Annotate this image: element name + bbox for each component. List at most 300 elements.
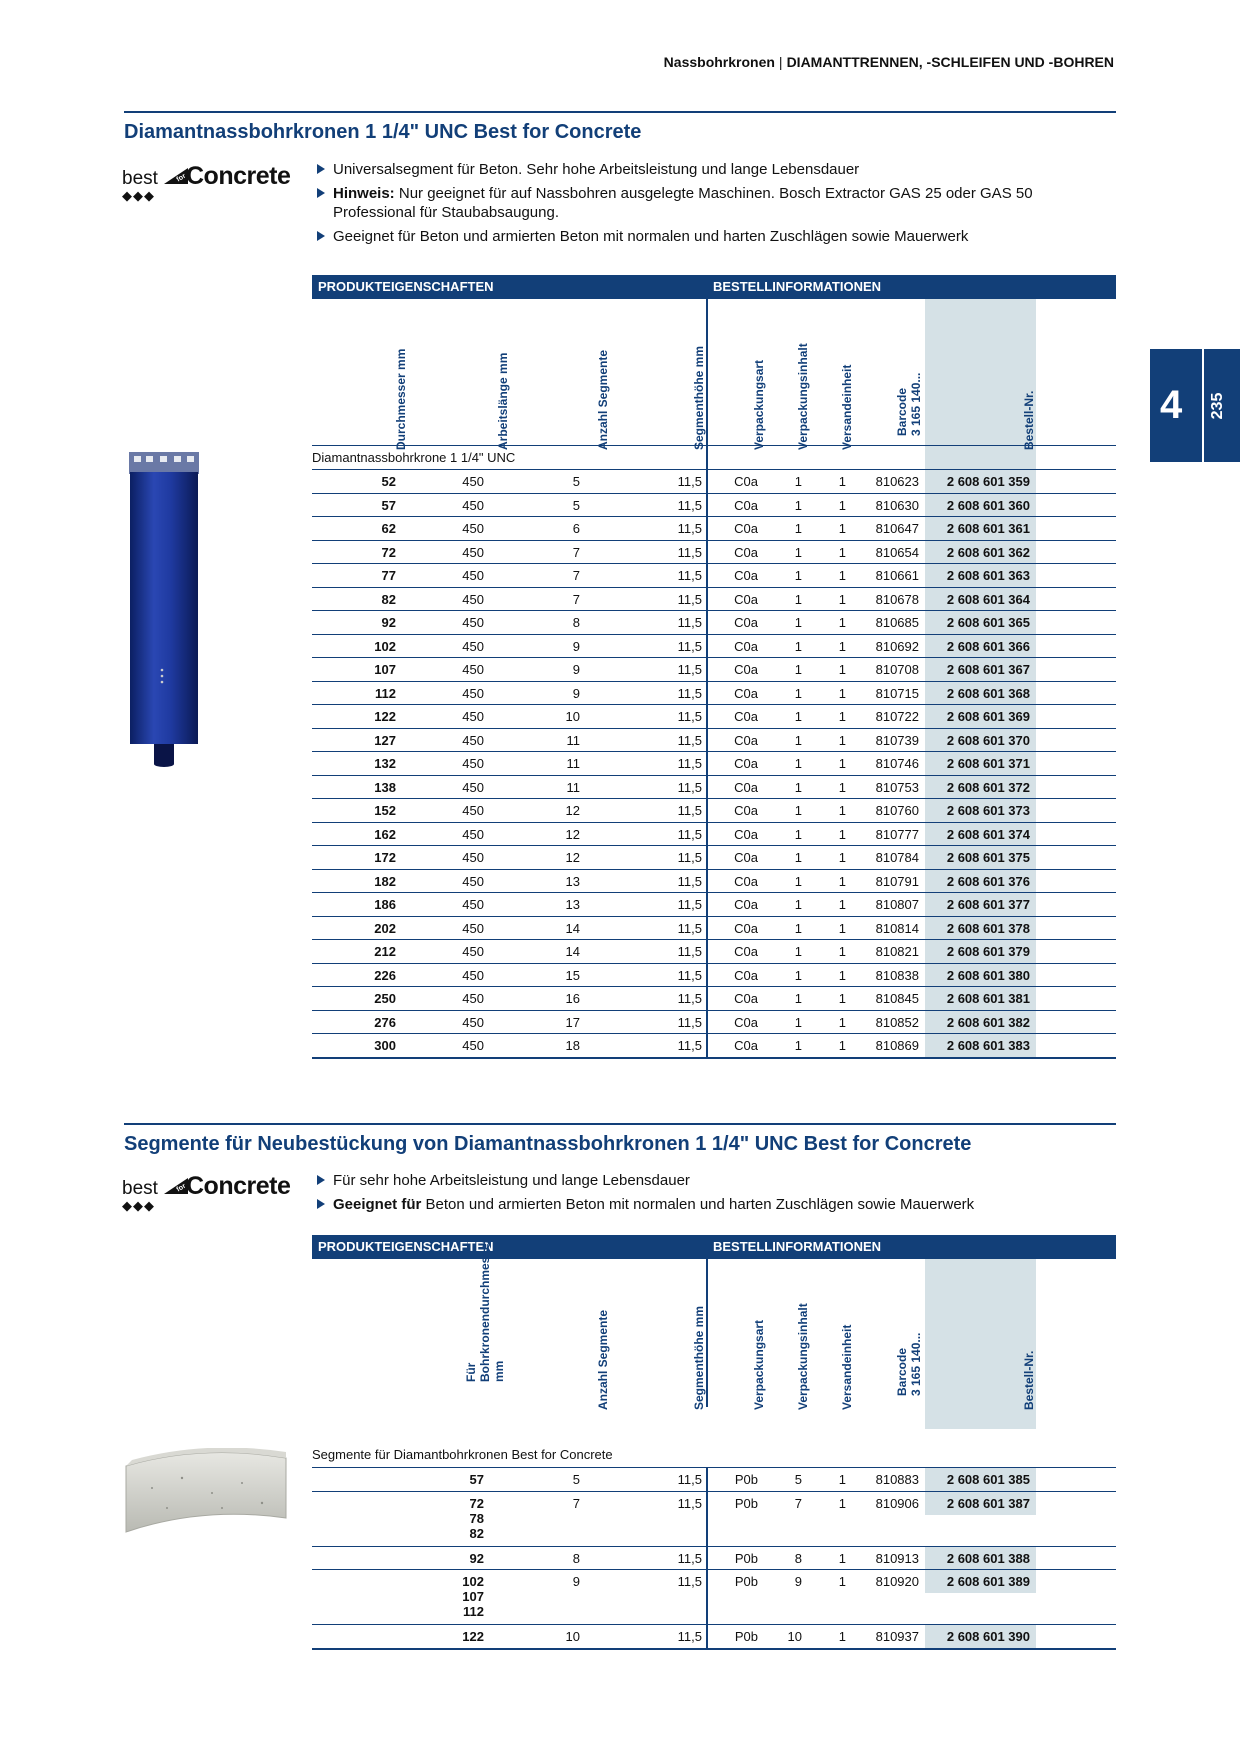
running-header [664,54,1114,70]
col-verpackungsart-header: Verpackungsart [752,1319,766,1410]
section2-title: Segmente für Neubestückung von Diamantnassbohrkronen 1 1/4" UNC Best for Concrete [124,1133,972,1155]
table-row [312,775,1116,799]
cell-versandeinheit: 1 [838,1574,846,1589]
col-verpackungsinhalt-header: Verpackungsinhalt [796,343,810,450]
cell-segmente: 13 [565,873,580,889]
cell-verpackungsinhalt: 1 [794,1014,802,1030]
cell-arbeitslaenge: 450 [462,803,484,818]
cell-segmenthoehe: 11,5 [677,615,702,630]
cell-barcode: 810630 [875,497,919,513]
bullet-item: Hinweis: Nur geeignet für auf Nassbohren ausgelegte Maschinen. Bosch Extractor GAS 25 oder GAS 50 Professional für Staubabsaugung. [316,184,1116,222]
cell-verpackungsinhalt: 1 [794,967,802,983]
cell-barcode: 810845 [875,991,919,1006]
cell-segmenthoehe: 11,5 [677,1495,702,1511]
table-row [312,1624,1116,1648]
cell-bestellnr: 2 608 601 377 [946,897,1030,912]
cell-bohrkronendurchmesser: 92 [469,1550,484,1566]
cell-arbeitslaenge: 450 [462,967,484,983]
cell-verpackungsinhalt: 1 [794,779,802,795]
bullet-item: Universalsegment für Beton. Sehr hohe Arbeitsleistung und lange Lebensdauer [316,160,1116,179]
table-row [312,822,1116,846]
bestell-column-background [925,1259,1036,1429]
cell-verpackungsinhalt: 7 [794,1495,802,1511]
cell-barcode: 810661 [875,568,919,583]
cell-arbeitslaenge: 450 [462,732,484,748]
cell-versandeinheit: 1 [838,1014,846,1030]
cell-bestellnr: 2 608 601 367 [946,662,1030,677]
table-row [312,634,1116,658]
cell-barcode: 810869 [875,1038,919,1053]
col-bestellnr-header: Bestell-Nr. [1022,390,1036,450]
cell-bestellnr: 2 608 601 388 [946,1550,1030,1566]
cell-bestellnr: 2 608 601 359 [946,474,1030,489]
col-bestellnr-header: Bestell-Nr. [1022,1350,1036,1410]
table-row [312,1010,1116,1034]
table-bottom-rule [312,1648,1116,1650]
cell-verpackungsinhalt: 1 [794,474,802,489]
cell-bestellnr: 2 608 601 380 [946,967,1030,983]
cell-bohrkronendurchmesser: 82 [469,1525,484,1541]
cell-bestellnr: 2 608 601 374 [946,826,1030,842]
cell-segmenthoehe: 11,5 [677,591,702,607]
cell-bestellnr: 2 608 601 375 [946,850,1030,865]
cell-bohrkronendurchmesser: 112 [463,1604,484,1619]
cell-durchmesser: 138 [374,779,396,795]
cell-arbeitslaenge: 450 [462,944,484,959]
cell-versandeinheit: 1 [838,803,846,818]
col-durchmesser-header: Durchmesser mm [394,348,408,450]
cell-verpackungsart: C0a [734,709,758,724]
cell-segmenthoehe: 11,5 [677,1550,702,1566]
cell-bestellnr: 2 608 601 387 [946,1495,1030,1511]
table-row [312,963,1116,987]
cell-verpackungsinhalt: 1 [794,920,802,936]
cell-arbeitslaenge: 450 [462,709,484,724]
cell-verpackungsart: C0a [734,685,758,701]
cell-barcode: 810913 [875,1550,919,1566]
core-bit-product-image [124,452,204,768]
cell-segmenthoehe: 11,5 [677,1014,702,1030]
col-segmenthoehe-header: Segmenthöhe mm [692,345,706,450]
cell-arbeitslaenge: 450 [462,873,484,889]
cell-barcode: 810777 [875,826,919,842]
cell-verpackungsart: C0a [734,568,758,583]
cell-versandeinheit: 1 [838,826,846,842]
cell-segmenthoehe: 11,5 [677,544,702,560]
cell-durchmesser: 300 [374,1038,396,1053]
group-divider [706,1467,708,1648]
cell-barcode: 810814 [875,920,919,936]
cell-bestellnr: 2 608 601 385 [946,1472,1030,1487]
table-caption-row [312,445,1116,469]
cell-versandeinheit: 1 [838,756,846,771]
cell-arbeitslaenge: 450 [462,897,484,912]
cell-barcode: 810739 [875,732,919,748]
cell-barcode: 810791 [875,873,919,889]
cell-versandeinheit: 1 [838,568,846,583]
cell-segmente: 14 [565,920,580,936]
cell-verpackungsart: C0a [734,732,758,748]
cell-segmente: 5 [572,1472,580,1487]
cell-verpackungsinhalt: 1 [794,521,802,536]
cell-bestellnr: 2 608 601 363 [946,568,1030,583]
cell-arbeitslaenge: 450 [462,779,484,795]
cell-verpackungsinhalt: 1 [794,803,802,818]
col-versandeinheit-header: Versandeinheit [840,364,854,450]
cell-bestellnr: 2 608 601 381 [946,991,1030,1006]
bullet-item: Für sehr hohe Arbeitsleistung und lange Lebensdauer [316,1171,1116,1190]
cell-durchmesser: 122 [374,709,396,724]
table-row [312,563,1116,587]
cell-segmente: 8 [572,615,580,630]
cell-durchmesser: 186 [374,897,396,912]
cell-verpackungsart: C0a [734,967,758,983]
cell-segmente: 8 [572,1550,580,1566]
cell-versandeinheit: 1 [838,615,846,630]
cell-barcode: 810678 [875,591,919,607]
cell-verpackungsart: C0a [734,944,758,959]
table-row [312,916,1116,940]
cell-barcode: 810784 [875,850,919,865]
cell-segmente: 18 [565,1038,580,1053]
cell-bestellnr: 2 608 601 370 [946,732,1030,748]
cell-verpackungsart: C0a [734,1038,758,1053]
cell-verpackungsart: C0a [734,615,758,630]
cell-barcode: 810852 [875,1014,919,1030]
cell-bestellnr: 2 608 601 366 [946,638,1030,654]
group-header-produkteigenschaften: PRODUKTEIGENSCHAFTEN [312,1235,707,1259]
cell-bestellnr: 2 608 601 362 [946,544,1030,560]
cell-bohrkronendurchmesser: 107 [462,1589,484,1604]
cell-verpackungsinhalt: 1 [794,732,802,748]
best-for-concrete-logo [122,1172,302,1212]
cell-verpackungsinhalt: 5 [794,1472,802,1487]
cell-versandeinheit: 1 [838,873,846,889]
group-header-bestellinformationen: BESTELLINFORMATIONEN [707,275,1116,299]
cell-bohrkronendurchmesser: 122 [462,1629,484,1644]
cell-durchmesser: 82 [381,591,396,607]
cell-segmenthoehe: 11,5 [677,850,702,865]
header-chapter: DIAMANTTRENNEN, -SCHLEIFEN UND -BOHREN [786,54,1114,70]
cell-bestellnr: 2 608 601 364 [946,591,1030,607]
cell-versandeinheit: 1 [838,991,846,1006]
cell-segmenthoehe: 11,5 [677,944,702,959]
group-header-produkteigenschaften: PRODUKTEIGENSCHAFTEN [312,275,707,299]
cell-verpackungsart: C0a [734,803,758,818]
cell-segmente: 12 [565,803,580,818]
table-row [312,657,1116,681]
table-caption: Diamantnassbohrkrone 1 1/4" UNC [312,450,516,465]
cell-segmenthoehe: 11,5 [677,826,702,842]
cell-verpackungsinhalt: 1 [794,568,802,583]
chapter-number: 4 [1160,383,1183,427]
cell-durchmesser: 250 [374,991,396,1006]
cell-segmenthoehe: 11,5 [677,732,702,748]
cell-segmenthoehe: 11,5 [677,638,702,654]
table-row [312,516,1116,540]
cell-verpackungsinhalt: 1 [794,873,802,889]
cell-bestellnr: 2 608 601 360 [946,497,1030,513]
table-row [312,892,1116,916]
logo-for-text: for [175,1182,188,1194]
cell-durchmesser: 72 [381,544,396,560]
cell-segmenthoehe: 11,5 [677,709,702,724]
table-row [312,681,1116,705]
cell-versandeinheit: 1 [838,732,846,748]
cell-verpackungsart: C0a [734,850,758,865]
cell-arbeitslaenge: 450 [462,685,484,701]
logo-best-text: best [122,168,158,189]
cell-barcode: 810807 [875,897,919,912]
col-verpackungsinhalt-header: Verpackungsinhalt [796,1303,810,1410]
cell-segmente: 7 [572,1495,580,1511]
cell-bestellnr: 2 608 601 379 [946,944,1030,959]
cell-arbeitslaenge: 450 [462,497,484,513]
cell-barcode: 810692 [875,638,919,654]
cell-segmente: 10 [565,1629,580,1644]
cell-segmenthoehe: 11,5 [677,991,702,1006]
cell-segmenthoehe: 11,5 [677,779,702,795]
cell-verpackungsart: C0a [734,662,758,677]
cell-barcode: 810883 [875,1472,919,1487]
cell-arbeitslaenge: 450 [462,756,484,771]
cell-barcode: 810760 [875,803,919,818]
cell-durchmesser: 172 [374,850,396,865]
cell-verpackungsinhalt: 1 [794,991,802,1006]
col-versandeinheit-header: Versandeinheit [840,1324,854,1410]
cell-arbeitslaenge: 450 [462,920,484,936]
cell-segmenthoehe: 11,5 [677,873,702,889]
cell-versandeinheit: 1 [838,497,846,513]
section1-rule [124,111,1116,113]
cell-versandeinheit: 1 [838,1038,846,1053]
cell-verpackungsart: P0b [734,1629,758,1644]
cell-arbeitslaenge: 450 [462,662,484,677]
cell-bestellnr: 2 608 601 373 [946,803,1030,818]
cell-bestellnr: 2 608 601 365 [946,615,1030,630]
cell-barcode: 810708 [875,662,919,677]
tab-divider [1202,349,1204,462]
cell-durchmesser: 107 [374,662,396,677]
cell-versandeinheit: 1 [838,709,846,724]
cell-bohrkronendurchmesser: 57 [469,1472,484,1487]
cell-versandeinheit: 1 [838,967,846,983]
cell-bohrkronendurchmesser: 72 [469,1495,484,1511]
cell-segmenthoehe: 11,5 [677,662,702,677]
cell-verpackungsart: C0a [734,638,758,654]
cell-verpackungsinhalt: 1 [794,638,802,654]
cell-barcode: 810647 [875,521,919,536]
cell-verpackungsart: C0a [734,826,758,842]
cell-bohrkronendurchmesser: 78 [469,1510,484,1526]
table-row [312,704,1116,728]
cell-verpackungsart: C0a [734,779,758,795]
cell-segmenthoehe: 11,5 [677,803,702,818]
cell-verpackungsinhalt: 1 [794,544,802,560]
cell-barcode: 810937 [875,1629,919,1644]
section2-rule [124,1123,1116,1125]
cell-durchmesser: 202 [374,920,396,936]
cell-verpackungsart: C0a [734,1014,758,1030]
col-barcode-header: Barcode 3 165 140... [895,1332,923,1396]
cell-segmenthoehe: 11,5 [677,685,702,701]
cell-segmente: 17 [565,1014,580,1030]
cell-versandeinheit: 1 [838,850,846,865]
table-row [312,845,1116,869]
cell-arbeitslaenge: 450 [462,1014,484,1030]
cell-versandeinheit: 1 [838,920,846,936]
best-for-concrete-logo [122,162,302,202]
cell-durchmesser: 276 [374,1014,396,1030]
col-segmenthoehe-header: Segmenthöhe mm [692,1305,706,1410]
chapter-tab [1150,349,1240,462]
cell-segmente: 13 [565,897,580,912]
cell-arbeitslaenge: 450 [462,568,484,583]
cell-versandeinheit: 1 [838,944,846,959]
cell-versandeinheit: 1 [838,521,846,536]
cell-verpackungsart: P0b [734,1574,758,1589]
col-bohrkronendurchmesser-header: Für Bohrkronendurchmesser mm [464,1238,506,1382]
cell-segmente: 5 [572,474,580,489]
cell-verpackungsinhalt: 1 [794,685,802,701]
product-table-core-bits [312,275,1116,1065]
cell-verpackungsart: C0a [734,544,758,560]
cell-segmente: 9 [572,638,580,654]
cell-versandeinheit: 1 [838,1472,846,1487]
cell-verpackungsinhalt: 1 [794,591,802,607]
table-row [312,469,1116,493]
table-row [312,1569,1116,1624]
cell-bestellnr: 2 608 601 371 [946,756,1030,771]
diamond-rating-icon: ◆◆◆ [122,188,155,203]
table-row [312,493,1116,517]
cell-segmenthoehe: 11,5 [677,756,702,771]
cell-bestellnr: 2 608 601 382 [946,1014,1030,1030]
cell-bestellnr: 2 608 601 376 [946,873,1030,889]
cell-barcode: 810753 [875,779,919,795]
cell-bestellnr: 2 608 601 369 [946,709,1030,724]
cell-verpackungsart: P0b [734,1472,758,1487]
cell-segmenthoehe: 11,5 [677,1472,702,1487]
col-segmente-header: Anzahl Segmente [596,1309,610,1410]
cell-segmente: 9 [572,685,580,701]
cell-versandeinheit: 1 [838,1550,846,1566]
table-row [312,610,1116,634]
cell-segmente: 7 [572,544,580,560]
cell-verpackungsinhalt: 1 [794,1038,802,1053]
cell-verpackungsinhalt: 1 [794,897,802,912]
cell-bestellnr: 2 608 601 390 [946,1629,1030,1644]
logo-concrete-text: Concrete [186,1172,291,1200]
cell-versandeinheit: 1 [838,474,846,489]
col-segmente-header: Anzahl Segmente [596,349,610,450]
header-section: Nassbohrkronen [663,54,775,70]
cell-durchmesser: 112 [375,685,396,701]
cell-durchmesser: 92 [381,615,396,630]
cell-durchmesser: 182 [374,873,396,889]
cell-durchmesser: 226 [374,967,396,983]
cell-verpackungsart: P0b [734,1495,758,1511]
cell-segmente: 11 [566,732,580,748]
cell-versandeinheit: 1 [838,1629,846,1644]
cell-versandeinheit: 1 [838,662,846,677]
cell-verpackungsart: C0a [734,497,758,513]
cell-verpackungsart: C0a [734,991,758,1006]
cell-verpackungsart: C0a [734,521,758,536]
cell-segmenthoehe: 11,5 [677,1038,702,1053]
cell-verpackungsinhalt: 1 [794,756,802,771]
col-verpackungsart-header: Verpackungsart [752,359,766,450]
logo-best-text: best [122,1178,158,1199]
section1-title: Diamantnassbohrkronen 1 1/4" UNC Best for Concrete [124,121,642,143]
logo-concrete-text: Concrete [186,162,291,190]
cell-durchmesser: 152 [374,803,396,818]
bestell-column-background [925,299,1036,469]
cell-versandeinheit: 1 [838,591,846,607]
cell-segmente: 7 [572,591,580,607]
cell-verpackungsinhalt: 1 [794,826,802,842]
cell-barcode: 810722 [875,709,919,724]
cell-segmenthoehe: 11,5 [677,497,702,513]
cell-segmente: 5 [572,497,580,513]
cell-durchmesser: 212 [374,944,396,959]
cell-bestellnr: 2 608 601 389 [946,1574,1030,1589]
cell-arbeitslaenge: 450 [462,638,484,654]
cell-segmenthoehe: 11,5 [677,568,702,583]
product-table-segments [312,1235,1116,1644]
cell-durchmesser: 132 [374,756,396,771]
cell-verpackungsinhalt: 1 [794,709,802,724]
cell-segmente: 9 [572,662,580,677]
cell-bestellnr: 2 608 601 368 [946,685,1030,701]
cell-arbeitslaenge: 450 [462,521,484,536]
cell-segmente: 15 [565,967,580,983]
cell-durchmesser: 102 [374,638,396,654]
cell-arbeitslaenge: 450 [462,474,484,489]
cell-segmenthoehe: 11,5 [677,897,702,912]
cell-versandeinheit: 1 [838,1495,846,1511]
cell-barcode: 810623 [875,474,919,489]
cell-verpackungsart: P0b [734,1550,758,1566]
cell-barcode: 810685 [875,615,919,630]
cell-durchmesser: 52 [381,474,396,489]
cell-verpackungsart: C0a [734,591,758,607]
cell-versandeinheit: 1 [838,685,846,701]
col-arbeitslaenge-header: Arbeitslänge mm [496,352,510,450]
cell-verpackungsart: C0a [734,474,758,489]
cell-bohrkronendurchmesser: 102 [462,1574,484,1589]
cell-verpackungsinhalt: 8 [794,1550,802,1566]
cell-arbeitslaenge: 450 [462,826,484,842]
table-row [312,1467,1116,1491]
table-row [312,1033,1116,1057]
table-row [312,587,1116,611]
cell-versandeinheit: 1 [838,897,846,912]
page-number: 235 [1209,392,1226,420]
cell-segmenthoehe: 11,5 [677,521,702,536]
cell-bestellnr: 2 608 601 378 [946,920,1030,936]
table-row [312,540,1116,564]
cell-arbeitslaenge: 450 [462,991,484,1006]
cell-verpackungsinhalt: 1 [794,944,802,959]
cell-arbeitslaenge: 450 [462,591,484,607]
cell-segmenthoehe: 11,5 [677,1629,702,1644]
cell-durchmesser: 62 [381,521,396,536]
section1-bullets [316,160,1116,251]
cell-bestellnr: 2 608 601 372 [946,779,1030,795]
logo-for-text: for [175,172,188,184]
table-row [312,728,1116,752]
